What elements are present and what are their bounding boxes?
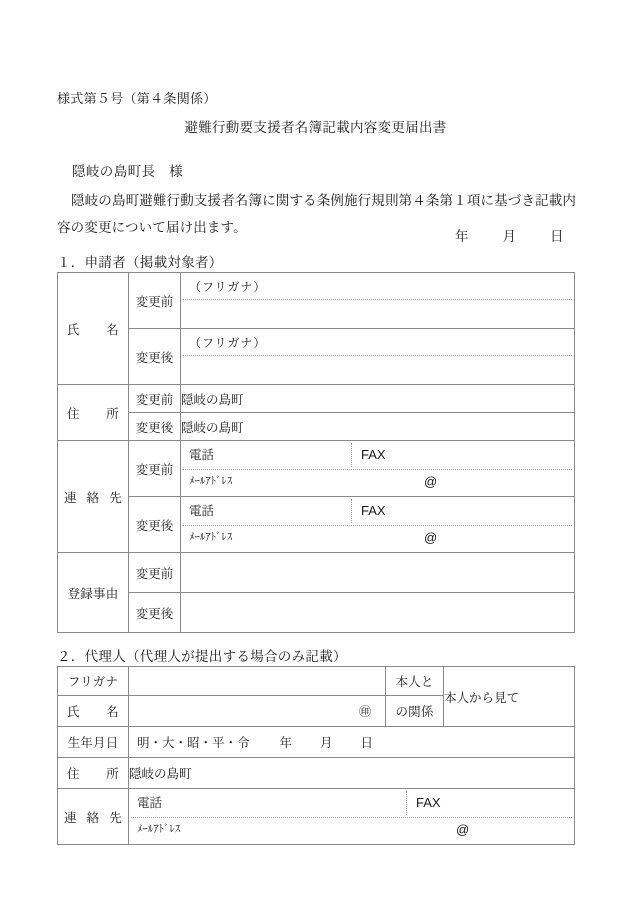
row-label-contact-text: 連絡先 <box>64 490 122 505</box>
row-label-before <box>129 441 181 497</box>
agent-relation-label <box>386 667 444 696</box>
date-month: 月 <box>502 229 516 244</box>
row-label-before <box>129 553 181 593</box>
fax-label: FAX <box>416 795 441 810</box>
at-symbol-icon: @ <box>424 530 438 545</box>
row-label-contact <box>58 441 129 553</box>
row-label-after <box>129 497 181 553</box>
furigana-rule <box>183 299 572 300</box>
fax-label: FAX <box>361 503 386 518</box>
row-label-after-text: 変更後 <box>135 420 174 435</box>
agent-dob-eras: 明・大・昭・平・令 <box>137 736 250 750</box>
agent-dob-label-text: 生年月日 <box>67 736 119 750</box>
table-row <box>58 329 575 385</box>
row-label-before-text: 変更前 <box>135 294 174 309</box>
row-label-before-text: 変更前 <box>135 462 174 477</box>
tel-label: 電話 <box>137 796 163 810</box>
agent-name-cell[interactable] <box>129 696 386 727</box>
row-label-address-text: 住所 <box>67 406 119 421</box>
mail-label: ﾒｰﾙｱﾄﾞﾚｽ <box>189 476 233 487</box>
contact-mail-row <box>181 469 574 496</box>
agent-dob-text <box>129 733 574 751</box>
furigana-label: （フリガナ） <box>189 280 267 294</box>
form-number: 様式第５号（第４条関係） <box>57 91 217 106</box>
agent-address-cell[interactable]: 隠岐の島町 <box>129 758 575 789</box>
table-row <box>58 593 575 633</box>
agent-name-label-text: 氏名 <box>67 705 119 719</box>
section-2-caption: ２．代理人（代理人が提出する場合のみ記載） <box>57 649 347 664</box>
row-label-after <box>129 329 181 385</box>
row-label-reason-text: 登録事由 <box>67 586 119 601</box>
table-row <box>58 273 575 329</box>
contact-before-cell[interactable] <box>181 441 575 497</box>
row-label-before <box>129 385 181 413</box>
agent-table <box>57 666 575 845</box>
contact-mail-row <box>129 817 574 844</box>
agent-contact-cell[interactable] <box>129 789 575 845</box>
row-label-after-text: 変更後 <box>135 350 174 365</box>
agent-furigana-label <box>58 667 129 696</box>
at-symbol-icon: @ <box>456 822 470 837</box>
agent-relation-label-line1: 本人と <box>395 675 434 689</box>
date-line <box>455 225 564 245</box>
agent-address-label <box>58 758 129 789</box>
tel-label: 電話 <box>189 448 215 462</box>
agent-dob-month: 月 <box>320 736 333 750</box>
reason-before-cell[interactable] <box>181 553 575 593</box>
mail-label: ﾒｰﾙｱﾄﾞﾚｽ <box>137 824 181 835</box>
agent-relation-value-cell[interactable]: 本人から見て <box>444 667 575 727</box>
mail-label: ﾒｰﾙｱﾄﾞﾚｽ <box>189 532 233 543</box>
applicant-table <box>57 272 575 633</box>
row-label-after-text: 変更後 <box>135 606 174 621</box>
row-label-before <box>129 273 181 329</box>
table-row <box>58 727 575 758</box>
contact-tel-row <box>129 789 574 817</box>
agent-dob-year: 年 <box>279 736 293 750</box>
furigana-rule <box>183 355 572 356</box>
date-day: 日 <box>550 229 564 244</box>
agent-furigana-label-text: フリガナ <box>67 675 119 689</box>
agent-dob-day: 日 <box>360 736 374 750</box>
seal-stamp-icon: ㊞ <box>358 704 371 719</box>
agent-dob-cell[interactable] <box>129 727 575 758</box>
table-row <box>58 758 575 789</box>
address-after-cell[interactable]: 隠岐の島町 <box>181 413 575 441</box>
row-label-before-text: 変更前 <box>135 566 174 581</box>
table-row <box>58 413 575 441</box>
date-year: 年 <box>455 229 469 244</box>
name-before-cell[interactable] <box>181 273 575 329</box>
row-label-name <box>58 273 129 385</box>
table-row <box>58 497 575 553</box>
agent-name-label <box>58 696 129 727</box>
addressee: 隠岐の島町長 様 <box>72 164 184 179</box>
row-label-after <box>129 413 181 441</box>
table-row <box>58 385 575 413</box>
row-label-after-text: 変更後 <box>135 518 174 533</box>
row-label-after <box>129 593 181 633</box>
row-label-before-text: 変更前 <box>135 392 174 407</box>
agent-relation-label-line2: の関係 <box>395 705 434 719</box>
fax-label: FAX <box>361 447 386 462</box>
table-row <box>58 667 575 696</box>
row-label-name-text: 氏名 <box>67 322 119 337</box>
agent-contact-label-text: 連絡先 <box>64 810 122 825</box>
reason-after-cell[interactable] <box>181 593 575 633</box>
agent-address-label-text: 住所 <box>67 767 119 781</box>
row-label-address <box>58 385 129 441</box>
page-title: 避難行動要支援者名簿記載内容変更届出書 <box>184 120 447 135</box>
contact-tel-row <box>181 497 574 525</box>
agent-furigana-cell[interactable] <box>129 667 386 696</box>
table-row <box>58 789 575 845</box>
tel-label: 電話 <box>189 504 215 518</box>
contact-tel-row <box>181 441 574 469</box>
contact-after-cell[interactable] <box>181 497 575 553</box>
table-row <box>58 441 575 497</box>
row-label-reason <box>58 553 129 633</box>
table-row <box>58 553 575 593</box>
body-paragraph: 隠岐の島町避難行動支援者名簿に関する条例施行規則第４条第１項に基づき記載内容の変更について届け出ます。 <box>57 193 577 235</box>
section-1-caption: １．申請者（掲載対象者） <box>57 255 223 270</box>
contact-mail-row <box>181 525 574 552</box>
at-symbol-icon: @ <box>424 474 438 489</box>
address-before-cell[interactable]: 隠岐の島町 <box>181 385 575 413</box>
agent-contact-label <box>58 789 129 845</box>
agent-dob-label <box>58 727 129 758</box>
agent-relation-label-2 <box>386 696 444 727</box>
name-after-cell[interactable] <box>181 329 575 385</box>
furigana-label: （フリガナ） <box>189 336 267 350</box>
